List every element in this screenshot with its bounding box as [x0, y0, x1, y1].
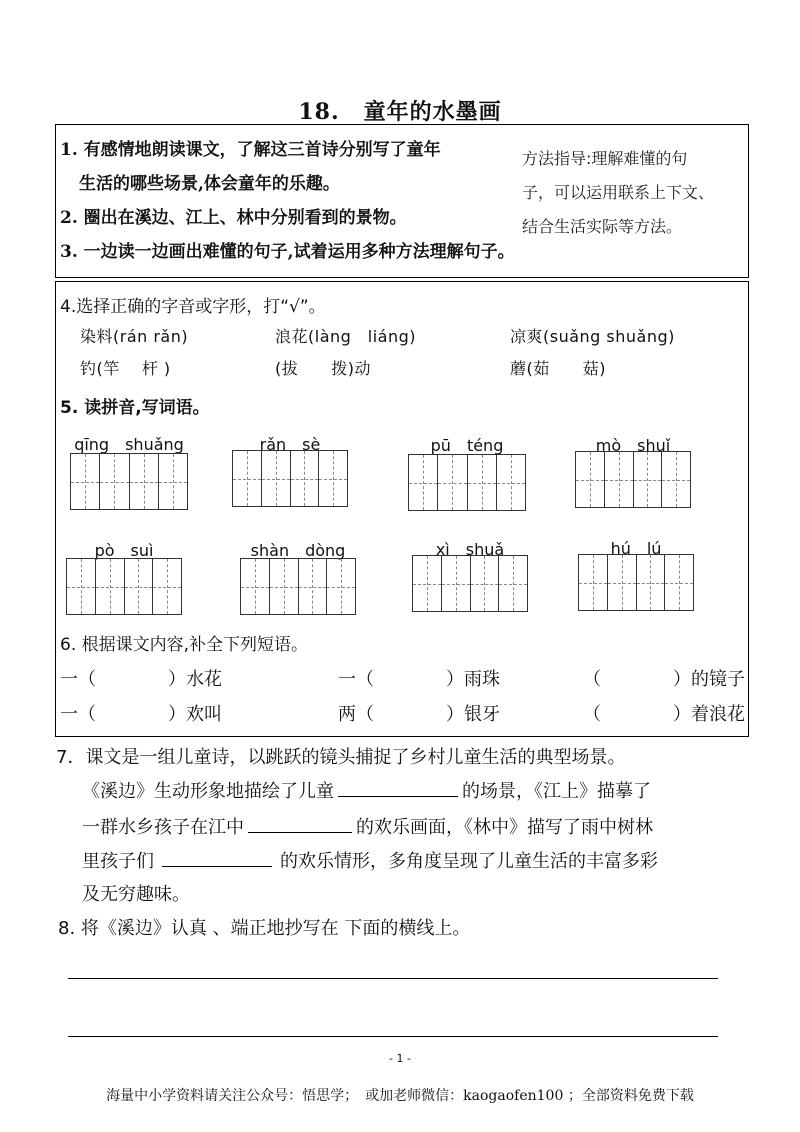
goal-1: 1. 有感情地朗读课文，了解这三首诗分别写了童年: [60, 140, 441, 160]
phrase-blank[interactable]: 一（ ）雨珠: [338, 669, 500, 690]
q4-option[interactable]: 凉爽(suǎng shuǎng): [510, 327, 675, 346]
q7-text: 的场景，《江上》描摹了: [462, 781, 651, 802]
q7-text: 的欢乐情形，多角度呈现了儿童生活的丰富多彩: [280, 851, 658, 872]
phrase-blank[interactable]: 两（ ）银牙: [338, 704, 500, 725]
pinyin-label: shàn dòng: [250, 541, 346, 560]
page-number: - 1 -: [389, 1052, 411, 1065]
copy-line[interactable]: [68, 978, 718, 979]
goal-3: 3. 一边读一边画出难懂的句子,试着运用多种方法理解句子。: [60, 242, 515, 262]
phrase-blank[interactable]: 一（ ）欢叫: [60, 704, 222, 725]
pinyin-label: xì shuǎ: [435, 540, 505, 559]
writing-grid[interactable]: [575, 451, 691, 508]
pinyin-label: qīng shuǎng: [74, 435, 184, 454]
q7-line-3: [82, 813, 653, 839]
q7-text: 里孩子们: [82, 851, 154, 872]
writing-grid[interactable]: [66, 558, 182, 615]
phrase-blank[interactable]: （ ）着浪花: [583, 704, 745, 725]
answer-blank[interactable]: [162, 848, 272, 867]
method-tip-line-3: 结合生活实际等方法。: [522, 217, 683, 236]
q7-text: 一群水乡孩子在江中: [82, 817, 244, 838]
copy-line[interactable]: [68, 1036, 718, 1037]
goal-2: 2. 圈出在溪边、江上、林中分别看到的景物。: [60, 208, 407, 228]
answer-blank[interactable]: [338, 778, 458, 797]
footer-note: 海量中小学资料请关注公众号：悟思学； 或加老师微信：kaogaofen100 ；全部资料免费下载: [106, 1088, 694, 1104]
lesson-title: 童年的水墨画: [363, 99, 502, 125]
q7-line-4: [82, 847, 658, 873]
q7-text: 《溪边》生动形象地描绘了儿童: [82, 781, 334, 802]
pinyin-label: hú lú: [610, 539, 662, 558]
q4-option[interactable]: 染料(rán rǎn): [80, 327, 189, 346]
pinyin-label: pò suì: [94, 541, 154, 560]
q7-line-5: 及无穷趣味。: [82, 884, 190, 905]
goal-1-continued: 生活的哪些场景,体会童年的乐趣。: [79, 174, 340, 194]
lesson-number: 18.: [298, 99, 340, 125]
q4-option[interactable]: 钓(竿 杆 ): [80, 359, 171, 378]
q7-line-2: [82, 777, 651, 803]
writing-grid[interactable]: [578, 554, 694, 611]
answer-blank[interactable]: [248, 814, 352, 833]
writing-grid[interactable]: [70, 453, 188, 510]
pinyin-label: mò shuǐ: [595, 436, 671, 455]
q6-prompt: 6. 根据课文内容,补全下列短语。: [60, 635, 309, 655]
q4-prompt: 4.选择正确的字音或字形，打“√”。: [60, 297, 326, 317]
pinyin-label: pū téng: [430, 436, 504, 455]
q4-option[interactable]: (拔 拨)动: [275, 359, 371, 378]
pinyin-label: rǎn sè: [259, 435, 321, 454]
writing-grid[interactable]: [240, 558, 356, 615]
q4-option[interactable]: 蘑(茹 菇): [510, 359, 606, 378]
phrase-blank[interactable]: （ ）的镜子: [583, 669, 745, 690]
q8-prompt: 8. 将《溪边》认真 、端正地抄写在 下面的横线上。: [58, 918, 471, 939]
q7-line-1: 7．课文是一组儿童诗，以跳跃的镜头捕捉了乡村儿童生活的典型场景。: [56, 747, 626, 768]
q5-prompt: 5. 读拼音,写词语。: [60, 398, 210, 418]
method-tip-line-2: 子，可以运用联系上下文、: [522, 183, 715, 202]
q4-option[interactable]: 浪花(làng liáng): [275, 327, 417, 346]
writing-grid[interactable]: [412, 555, 528, 612]
writing-grid[interactable]: [408, 454, 526, 511]
writing-grid[interactable]: [232, 450, 348, 507]
method-tip-line-1: 方法指导:理解难懂的句: [522, 149, 688, 168]
page-title: [0, 95, 800, 126]
phrase-blank[interactable]: 一（ ）水花: [60, 669, 222, 690]
q7-text: 的欢乐画面，《林中》描写了雨中树林: [356, 817, 653, 838]
